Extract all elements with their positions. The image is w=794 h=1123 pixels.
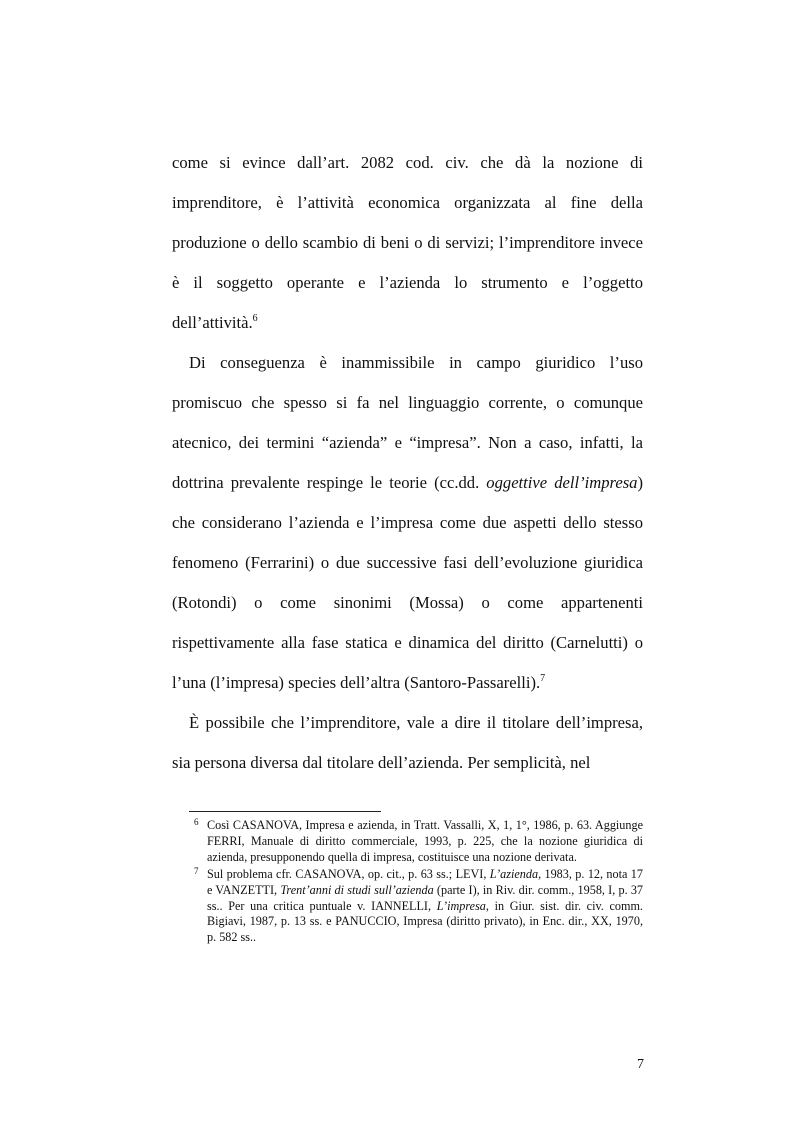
footnote-7 [189, 867, 643, 947]
footnote-6-text: Così CASANOVA, Impresa e azienda, in Tratt. Vassalli, X, 1, 1°, 1986, p. 63. Aggiunge FERRI, Manuale di diritto commerciale, 1993, p. 225, che la nozione giuridica di azienda, presupponendo quella di impresa, costituisce una nozione derivata. [207, 818, 643, 864]
footnote-6-number: 6 [194, 817, 199, 827]
footnote-6 [189, 818, 643, 866]
page-number: 7 [637, 1057, 644, 1072]
paragraph-2 [172, 343, 643, 703]
paragraph-3 [172, 703, 643, 783]
footnote-separator [189, 811, 381, 812]
paragraph-1-text: come si evince dall’art. 2082 cod. civ. che dà la nozione di imprenditore, è l’attività economica organizzata al fine della produzione o dello scambio di beni o di servizi; l’imprenditore invece è il soggetto operante e l’azienda lo strumento e l’oggetto dell’attività. [172, 153, 643, 332]
body-text [172, 143, 643, 783]
paragraph-2-text-b: ) che considerano l’azienda e l’impresa come due aspetti dello stesso fenomeno (Ferrarini) o due successive fasi dell’evoluzione giuridica (Rotondi) o come sinonimi (Mossa) o come appartenenti rispettivamente alla fase statica e dinamica del diritto (Carnelutti) o l’una (l’impresa) species dell’altra (Santoro-Passarelli). [172, 473, 643, 692]
paragraph-3-text: È possibile che l’imprenditore, vale a dire il titolare dell’impresa, sia persona diversa dal titolare dell’azienda. Per semplicità, nel [172, 713, 643, 772]
footnote-7-text-1: Sul problema cfr. CASANOVA, op. cit., p. 63 ss.; LEVI, [207, 866, 490, 881]
footnote-7-text-3: (parte I), in Riv. dir. comm., 1958, I, p. 37 ss.. Per una critica puntuale v. IANNELLI, [207, 882, 644, 913]
footnote-7-italic-1: L’azienda [489, 866, 539, 881]
footnote-ref-7[interactable]: 7 [540, 673, 546, 684]
footnote-7-italic-3: L’impresa [436, 898, 486, 913]
footnote-7-text-4: , in Giur. sist. dir. civ. comm. Bigiavi, 1987, p. 13 ss. e PANUCCIO, Impresa (diritto privato), in Enc. dir., XX, 1970, p. 582 ss.. [207, 898, 643, 945]
paragraph-1 [172, 143, 643, 343]
footnote-ref-6[interactable]: 6 [252, 313, 258, 324]
footnote-7-number: 7 [194, 865, 199, 876]
footnote-7-text-2: , 1983, p. 12, nota 17 e VANZETTI, [207, 866, 643, 897]
paragraph-2-italic: oggettive dell’impresa [486, 473, 638, 492]
footnote-7-italic-2: Trent’anni di studi sull’azienda [280, 882, 434, 897]
paragraph-2-text-a: Di conseguenza è inammissibile in campo giuridico l’uso promiscuo che spesso si fa nel linguaggio corrente, o comunque atecnico, dei termini “azienda” e “impresa”. Non a caso, infatti, la dottrina prevalente respinge le teorie (cc.dd. [172, 353, 643, 492]
footnotes [189, 818, 643, 947]
